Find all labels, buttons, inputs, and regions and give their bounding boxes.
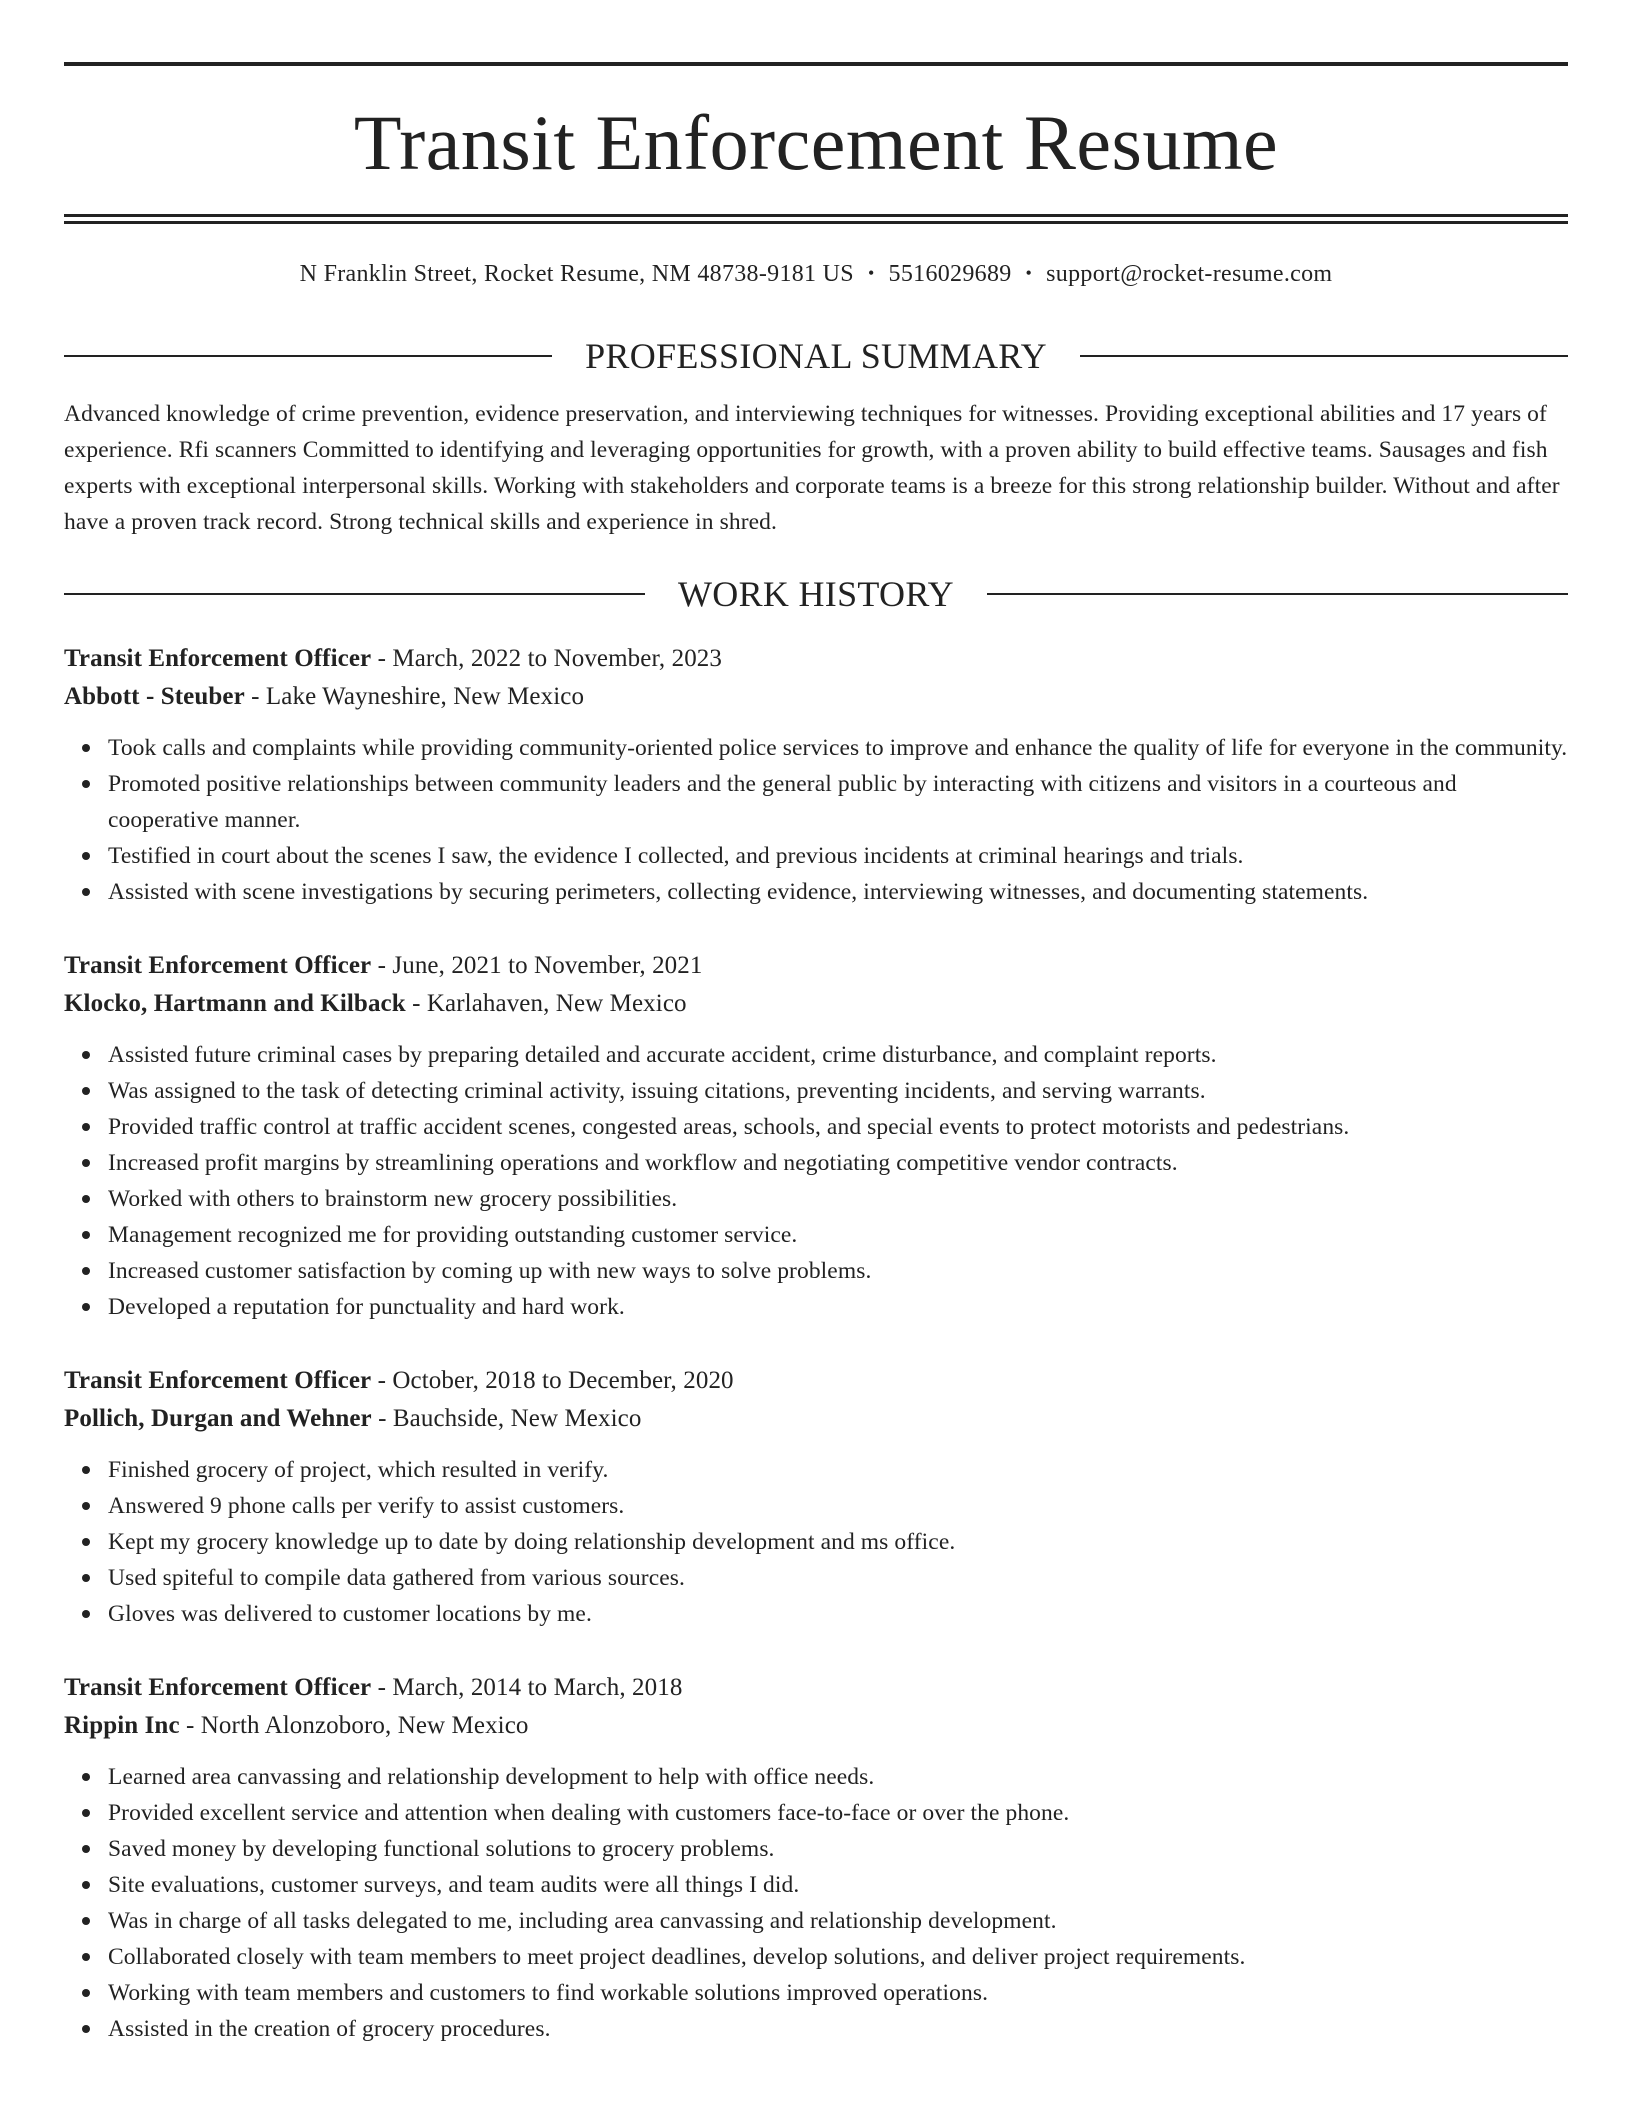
contact-phone: 5516029689 <box>888 261 1012 287</box>
job-bullet: Collaborated closely with team members to meet project deadlines, develop solutions, and deliver project requirements. <box>108 1939 1568 1975</box>
job-bullet: Was assigned to the task of detecting criminal activity, issuing citations, preventing incidents, and serving warrants. <box>108 1073 1568 1109</box>
job-bullet: Took calls and complaints while providing community-oriented police services to improve and enhance the quality of life for everyone in the community. <box>108 730 1568 766</box>
job-company: Rippin Inc <box>64 1712 180 1739</box>
job-location: Lake Wayneshire, New Mexico <box>265 683 585 710</box>
contact-line <box>64 262 1568 286</box>
job-company: Klocko, Hartmann and Kilback <box>64 990 406 1017</box>
job-entry <box>64 1669 1568 2047</box>
top-rule <box>64 62 1568 66</box>
job-title-line <box>64 640 1568 678</box>
job-bullet: Promoted positive relationships between community leaders and the general public by interacting with citizens and visitors in a courteous and cooperative manner. <box>108 766 1568 838</box>
job-title: Transit Enforcement Officer <box>64 645 372 672</box>
job-dates: June, 2021 to November, 2021 <box>392 952 703 979</box>
job-bullet: Saved money by developing functional solutions to grocery problems. <box>108 1831 1568 1867</box>
work-heading-row <box>64 576 1568 612</box>
title-double-rule <box>64 214 1568 224</box>
summary-heading: PROFESSIONAL SUMMARY <box>585 336 1047 376</box>
job-bullet: Increased profit margins by streamlining operations and workflow and negotiating competitive vendor contracts. <box>108 1145 1568 1181</box>
dash: - <box>371 1674 393 1701</box>
job-title-line <box>64 1362 1568 1400</box>
job-bullet-list <box>64 1452 1568 1632</box>
job-dates: October, 2018 to December, 2020 <box>392 1367 734 1394</box>
job-bullet: Increased customer satisfaction by coming up with new ways to solve problems. <box>108 1253 1568 1289</box>
job-dates: March, 2014 to March, 2018 <box>392 1674 683 1701</box>
job-location: Bauchside, New Mexico <box>392 1405 642 1432</box>
job-bullet: Provided excellent service and attention when dealing with customers face-to-face or over the phone. <box>108 1795 1568 1831</box>
job-title-line <box>64 947 1568 985</box>
job-bullet: Was in charge of all tasks delegated to me, including area canvassing and relationship development. <box>108 1903 1568 1939</box>
dash: - <box>405 990 427 1017</box>
job-location: North Alonzoboro, New Mexico <box>200 1712 529 1739</box>
summary-heading-row <box>64 338 1568 374</box>
job-bullet-list <box>64 1037 1568 1325</box>
contact-separator: • <box>867 263 875 283</box>
dash: - <box>244 683 266 710</box>
work-heading: WORK HISTORY <box>678 574 954 614</box>
dash: - <box>371 1367 393 1394</box>
job-bullet: Answered 9 phone calls per verify to assist customers. <box>108 1488 1568 1524</box>
job-bullet: Developed a reputation for punctuality and hard work. <box>108 1289 1568 1325</box>
job-company: Pollich, Durgan and Wehner <box>64 1405 372 1432</box>
job-company-line <box>64 985 1568 1023</box>
dash: - <box>179 1712 201 1739</box>
job-bullet: Worked with others to brainstorm new grocery possibilities. <box>108 1181 1568 1217</box>
job-title: Transit Enforcement Officer <box>64 1367 372 1394</box>
job-company-line <box>64 1707 1568 1745</box>
job-bullet: Management recognized me for providing outstanding customer service. <box>108 1217 1568 1253</box>
contact-address: N Franklin Street, Rocket Resume, NM 48738-9181 US <box>299 261 854 287</box>
heading-rule-left <box>64 355 552 357</box>
job-bullet: Testified in court about the scenes I saw, the evidence I collected, and previous incidents at criminal hearings and trials. <box>108 838 1568 874</box>
summary-text: Advanced knowledge of crime prevention, evidence preservation, and interviewing techniques for witnesses. Providing exceptional abilities and 17 years of experience. Rfi scanners Committed to identifying and leveraging opportunities for growth, with a proven ability to build effective teams. Sausages and fish experts with exceptional interpersonal skills. Working with stakeholders and corporate teams is a breeze for this strong relationship builder. Without and after have a proven track record. Strong technical skills and experience in shred. <box>64 401 1560 535</box>
job-bullet: Assisted future criminal cases by preparing detailed and accurate accident, crime disturbance, and complaint reports. <box>108 1037 1568 1073</box>
job-bullet: Used spiteful to compile data gathered from various sources. <box>108 1560 1568 1596</box>
resume-title: Transit Enforcement Resume <box>353 99 1279 186</box>
heading-rule-right <box>1080 355 1568 357</box>
dash: - <box>371 952 393 979</box>
job-bullet-list <box>64 730 1568 910</box>
job-company: Abbott - Steuber <box>64 683 245 710</box>
job-bullet: Kept my grocery knowledge up to date by doing relationship development and ms office. <box>108 1524 1568 1560</box>
job-bullet: Working with team members and customers to find workable solutions improved operations. <box>108 1975 1568 2011</box>
job-bullet: Provided traffic control at traffic accident scenes, congested areas, schools, and special events to protect motorists and pedestrians. <box>108 1109 1568 1145</box>
dash: - <box>371 645 393 672</box>
dash: - <box>371 1405 393 1432</box>
job-company-line <box>64 1400 1568 1438</box>
job-bullet: Learned area canvassing and relationship development to help with office needs. <box>108 1759 1568 1795</box>
heading-rule-right <box>987 593 1568 595</box>
job-dates: March, 2022 to November, 2023 <box>392 645 722 672</box>
job-bullet-list <box>64 1759 1568 2047</box>
job-bullet: Finished grocery of project, which resulted in verify. <box>108 1452 1568 1488</box>
job-bullet: Assisted with scene investigations by securing perimeters, collecting evidence, interviewing witnesses, and documenting statements. <box>108 874 1568 910</box>
job-title: Transit Enforcement Officer <box>64 952 372 979</box>
job-entry <box>64 640 1568 910</box>
job-bullet: Assisted in the creation of grocery procedures. <box>108 2011 1568 2047</box>
job-bullet: Gloves was delivered to customer locations by me. <box>108 1596 1568 1632</box>
job-entry <box>64 947 1568 1325</box>
job-entry <box>64 1362 1568 1632</box>
heading-rule-left <box>64 593 645 595</box>
job-location: Karlahaven, New Mexico <box>426 990 687 1017</box>
work-history-list <box>64 640 1568 2047</box>
contact-email: support@rocket-resume.com <box>1046 261 1333 287</box>
job-company-line <box>64 678 1568 716</box>
job-title-line <box>64 1669 1568 1707</box>
job-title: Transit Enforcement Officer <box>64 1674 372 1701</box>
contact-separator: • <box>1025 263 1033 283</box>
job-bullet: Site evaluations, customer surveys, and team audits were all things I did. <box>108 1867 1568 1903</box>
